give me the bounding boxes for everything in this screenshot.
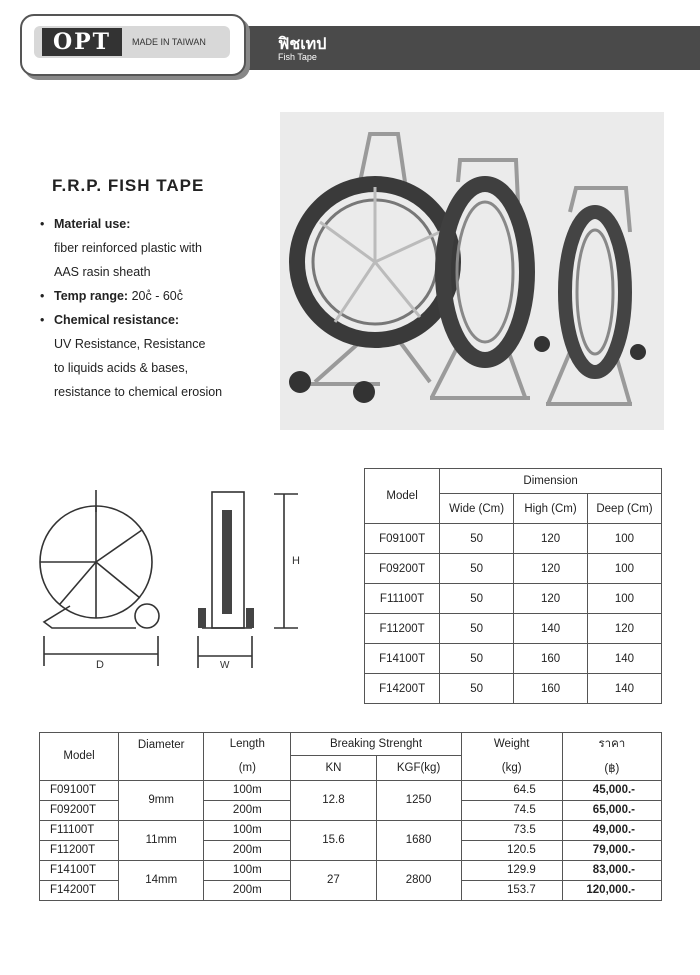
th-length: Length: [204, 733, 291, 756]
reel-diagram-drawing: [30, 486, 330, 676]
cell-weight: 129.9: [461, 860, 562, 880]
bullet-icon: •: [40, 289, 45, 303]
cell-wide: 50: [440, 614, 514, 644]
cell-kgf: 2800: [376, 860, 461, 900]
table-row: [365, 614, 662, 644]
th-dimension: Dimension: [440, 469, 662, 494]
spec-chem: [40, 308, 270, 332]
cell-deep: 100: [587, 554, 661, 584]
cell-length: 100m: [204, 860, 291, 880]
spec-temp: [40, 284, 270, 308]
cell-model: F14100T: [40, 860, 119, 880]
table-row: [365, 524, 662, 554]
product-title: F.R.P. FISH TAPE: [52, 176, 205, 195]
spec-text: fiber reinforced plastic with: [54, 241, 202, 255]
bullet-icon: •: [40, 313, 45, 327]
cell-weight: 153.7: [461, 880, 562, 900]
cell-wide: 50: [440, 524, 514, 554]
cell-wide: 50: [440, 584, 514, 614]
cell-kn: 12.8: [291, 780, 376, 820]
dimension-diagram: [30, 486, 330, 676]
cell-length: 100m: [204, 780, 291, 800]
cell-price: 49,000.-: [562, 820, 661, 840]
spec-label: Material use:: [54, 217, 131, 231]
th-high: High (Cm): [514, 494, 588, 524]
spec-label: Temp range:: [54, 289, 129, 303]
cell-high: 120: [514, 524, 588, 554]
table-row: [365, 554, 662, 584]
cell-model: F09100T: [365, 524, 440, 554]
th-length-unit: (m): [204, 756, 291, 781]
th-model: Model: [365, 469, 440, 524]
cell-weight: 74.5: [461, 800, 562, 820]
cell-model: F14200T: [365, 674, 440, 704]
cell-deep: 140: [587, 644, 661, 674]
cell-high: 160: [514, 644, 588, 674]
page-subtitle: Fish Tape: [278, 52, 317, 62]
cell-model: F11200T: [365, 614, 440, 644]
spec-material: [40, 212, 270, 236]
th-kn: KN: [291, 756, 376, 781]
cell-diameter: 11mm: [119, 820, 204, 860]
cell-length: 200m: [204, 880, 291, 900]
spec-label: Chemical resistance:: [54, 313, 180, 327]
cell-price: 120,000.-: [562, 880, 661, 900]
spec-value: 20c̊ - 60c̊: [131, 289, 183, 303]
cell-model: F11100T: [40, 820, 119, 840]
th-deep: Deep (Cm): [587, 494, 661, 524]
spec-list: [40, 212, 270, 404]
spec-text: AAS rasin sheath: [54, 265, 151, 279]
fish-tape-reels-image: [280, 112, 664, 430]
cell-model: F11200T: [40, 840, 119, 860]
cell-price: 83,000.-: [562, 860, 661, 880]
table-row: [40, 780, 662, 800]
table-row: [40, 820, 662, 840]
th-model: Model: [40, 733, 119, 781]
page-title-thai: ฟิชเทป: [278, 36, 327, 53]
product-photo: [280, 112, 664, 430]
cell-deep: 100: [587, 584, 661, 614]
cell-price: 65,000.-: [562, 800, 661, 820]
cell-deep: 140: [587, 674, 661, 704]
logo-badge: [20, 14, 246, 76]
cell-model: F11100T: [365, 584, 440, 614]
th-kgf: KGF(kg): [376, 756, 461, 781]
cell-model: F09200T: [40, 800, 119, 820]
dimension-table: [364, 468, 662, 704]
th-diameter: Diameter: [119, 733, 204, 781]
d-label: D: [96, 659, 104, 671]
cell-high: 140: [514, 614, 588, 644]
cell-wide: 50: [440, 644, 514, 674]
cell-wide: 50: [440, 674, 514, 704]
cell-kgf: 1250: [376, 780, 461, 820]
cell-diameter: 9mm: [119, 780, 204, 820]
cell-high: 120: [514, 554, 588, 584]
cell-weight: 64.5: [461, 780, 562, 800]
th-price-unit: (฿): [562, 756, 661, 781]
brand-logo: OPT: [42, 28, 122, 56]
bullet-icon: •: [40, 217, 45, 231]
spec-text: to liquids acids & bases,: [54, 361, 189, 375]
cell-deep: 100: [587, 524, 661, 554]
th-breaking: Breaking Strenght: [291, 733, 461, 756]
table-row: [365, 674, 662, 704]
table-row: [365, 584, 662, 614]
spec-text: UV Resistance, Resistance: [54, 337, 206, 351]
cell-high: 120: [514, 584, 588, 614]
cell-high: 160: [514, 674, 588, 704]
cell-diameter: 14mm: [119, 860, 204, 900]
cell-model: F14200T: [40, 880, 119, 900]
cell-weight: 120.5: [461, 840, 562, 860]
th-weight-unit: (kg): [461, 756, 562, 781]
cell-kn: 15.6: [291, 820, 376, 860]
cell-wide: 50: [440, 554, 514, 584]
th-price: ราคา: [562, 733, 661, 756]
cell-length: 200m: [204, 840, 291, 860]
cell-model: F09200T: [365, 554, 440, 584]
made-in-label: MADE IN TAIWAN: [132, 37, 206, 47]
price-table: [39, 732, 662, 901]
table-row: [365, 644, 662, 674]
cell-weight: 73.5: [461, 820, 562, 840]
cell-price: 45,000.-: [562, 780, 661, 800]
th-weight: Weight: [461, 733, 562, 756]
h-label: H: [292, 555, 300, 567]
cell-model: F14100T: [365, 644, 440, 674]
table-row: [40, 860, 662, 880]
cell-length: 200m: [204, 800, 291, 820]
cell-kn: 27: [291, 860, 376, 900]
cell-model: F09100T: [40, 780, 119, 800]
spec-text: resistance to chemical erosion: [54, 385, 223, 399]
cell-price: 79,000.-: [562, 840, 661, 860]
w-label: W: [220, 660, 230, 671]
cell-deep: 120: [587, 614, 661, 644]
cell-length: 100m: [204, 820, 291, 840]
cell-kgf: 1680: [376, 820, 461, 860]
th-wide: Wide (Cm): [440, 494, 514, 524]
